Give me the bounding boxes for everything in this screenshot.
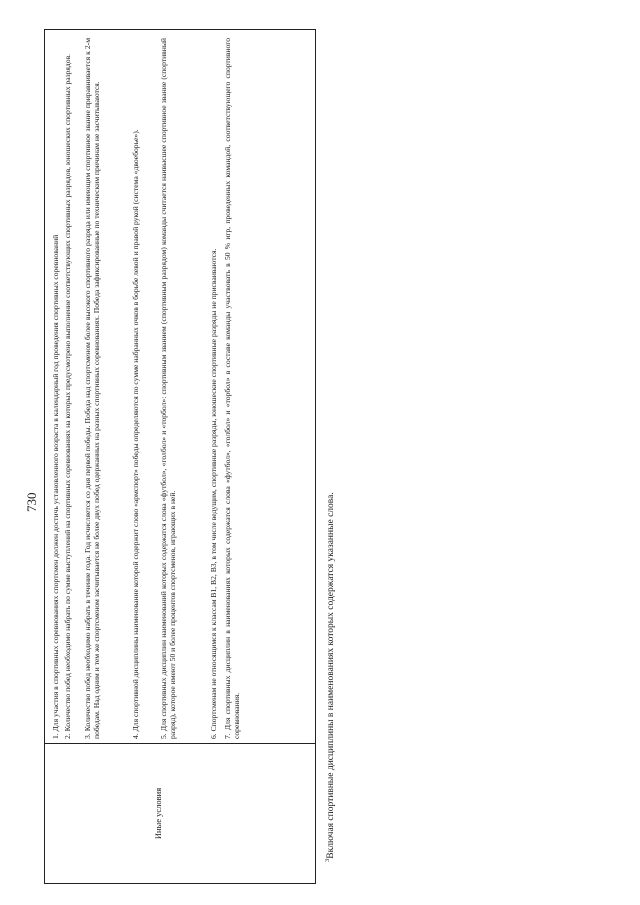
page-number: 730: [24, 492, 39, 512]
condition-1: 1. Для участия в спортивных соревнованиях спортсмен должен достичь установленного возраста в календарный год проведения спортивных соревнований: [51, 234, 60, 739]
condition-2: 2. Количество побед необходимо набрать по сумме выступлений на спортивных соревнованиях на которых предусмотрено выполнение соответствующих спортивных разрядов, юношеских спортивных разрядов.: [63, 53, 72, 739]
footnote-marker: 3: [324, 858, 331, 862]
condition-7: 7. Для спортивных дисциплин в наименованиях которых содержатся слова «футбол», «голбол» и «торбол» в составе команды участвовать в 50 % игр, проведенных командой, соответствующего спортивного соревнования.: [223, 38, 242, 739]
condition-3: 3. Количество побед необходимо набрать в течение года. Год исчисляется со дня первой победы. Победа над спортсменом более высокого спортивного разряда или имеющим спортивное звание приравнивается к 2-м победам. Над одним и тем же спортсменом засчитывается не более двух побед одержанных на разных спортивных соревнованиях. Победа зафиксированные по техническим причинам не засчитываются.: [83, 38, 102, 739]
condition-6: 6. Спортсменам не относящимся к классам В1, В2, В3, в том числе ведущим, спортивные разряды, юношеские спортивные разряды не присваиваются.: [209, 248, 218, 739]
rotated-page: [20, 22, 620, 892]
condition-4: 4. Для спортивной дисциплины наименование которой содержит слово «армспорт» победы определяются по сумме набранных очков в борьбе левой и правой рукой (система «двоеборье»).: [131, 129, 140, 739]
footnote-text: Включая спортивные дисциплины в наименованиях которых содержатся указанные слова.: [326, 492, 337, 859]
row-label-cell: [45, 743, 315, 883]
conditions-cell: [45, 30, 315, 743]
condition-5: 5. Для спортивных дисциплин наименований которых содержатся слова «футбол», «голбол» и «торбол»: спортивным званием (спортивным разрядом) команды считается наивысшее спортивное звание (спортивный разряд), которое имеют 50 и более процентов спортсменов, играющих в ней.: [159, 38, 178, 739]
footnote: [324, 492, 336, 862]
conditions-table: [44, 29, 316, 884]
row-label: Иные условия: [153, 787, 163, 840]
